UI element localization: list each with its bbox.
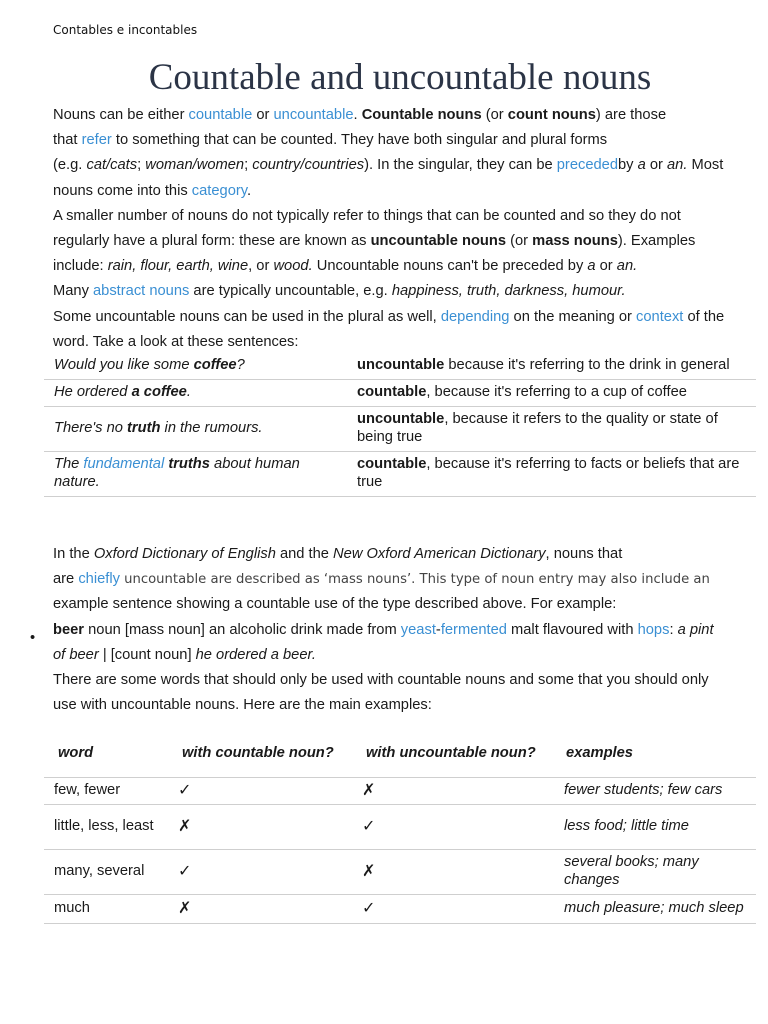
link-refer[interactable]: refer [81, 132, 112, 149]
column-header: with countable noun? [168, 732, 352, 777]
table-row [44, 352, 756, 379]
table-row [44, 777, 756, 804]
word-cell: few, fewer [44, 777, 168, 804]
page-title: Countable and uncountable nouns [148, 57, 652, 98]
paragraph-uncountable: A smaller number of nouns do not typically refer to things that can be counted and so they do not regularly have a plural form: these are known as uncountable nouns (or mass nouns). Examples include: rain, flour, earth, wine, or wood. Uncountable nouns can't be preceded by a or an. [53, 208, 696, 275]
paragraph-main-examples: There are some words that should only be used with countable nouns and some that you should only use with uncountable nouns. Here are the main examples: [53, 672, 709, 714]
uncountable-mark: ✗ [352, 777, 554, 804]
link-hops[interactable]: hops [637, 622, 670, 638]
explanation-cell: uncountable, because it refers to the quality or state of being true [347, 406, 756, 451]
table-row [44, 894, 756, 923]
word-cell: much [44, 894, 168, 923]
sentences-table [44, 352, 756, 497]
table-row [44, 406, 756, 451]
table-header-row [44, 732, 756, 777]
link-preceded[interactable]: preceded [556, 157, 619, 174]
link-yeast[interactable]: yeast [400, 622, 436, 638]
table-row [44, 379, 756, 406]
link-category[interactable]: category [191, 182, 248, 199]
sentence-cell: There's no truth in the rumours. [44, 406, 347, 451]
countable-mark: ✗ [168, 804, 352, 849]
link-fermented[interactable]: fermented [440, 622, 507, 638]
table-row [44, 451, 756, 496]
link-chiefly[interactable]: chiefly [78, 571, 120, 588]
sentence-cell: He ordered a coffee. [44, 379, 347, 406]
paragraph-abstract: Many abstract nouns are typically uncountable, e.g. happiness, truth, darkness, humour. [53, 283, 626, 299]
bullet-marker: • [30, 630, 36, 646]
document-header: Contables e incontables [53, 23, 198, 37]
countable-mark: ✓ [168, 849, 352, 894]
countable-mark: ✗ [168, 894, 352, 923]
table-row [44, 849, 756, 894]
link-fundamental[interactable]: fundamental [83, 456, 165, 472]
sentence-cell: The fundamental truths about human nature. [44, 451, 347, 496]
column-header: word [44, 732, 168, 777]
link-countable[interactable]: countable [188, 107, 253, 123]
bullet-beer-entry: beer noun [mass noun] an alcoholic drink made from yeast-fermented malt flavoured with hops: a pint of beer | [count noun] he ordered a beer. [53, 622, 714, 664]
examples-cell: fewer students; few cars [554, 777, 756, 804]
paragraph-plural: Some uncountable nouns can be used in the plural as well, depending on the meaning or context of the word. Take a look at these sentences: [53, 309, 725, 351]
column-header: with uncountable noun? [352, 732, 554, 777]
link-depending[interactable]: depending [440, 309, 510, 325]
paragraph-dictionary: In the Oxford Dictionary of English and the New Oxford American Dictionary, nouns that are chiefly uncountable are described as ‘mass nouns’. This type of noun entry may also include an example sentence showing a countable use of the type described above. For example: [53, 546, 710, 613]
sentence-cell: Would you like some coffee? [44, 352, 347, 379]
explanation-cell: countable, because it's referring to facts or beliefs that are true [347, 451, 756, 496]
link-abstract-nouns[interactable]: abstract nouns [93, 283, 190, 299]
countable-mark: ✓ [168, 777, 352, 804]
link-context[interactable]: context [636, 309, 684, 325]
word-cell: little, less, least [44, 804, 168, 849]
explanation-cell: countable, because it's referring to a cup of coffee [347, 379, 756, 406]
words-table [44, 732, 756, 924]
uncountable-mark: ✓ [352, 894, 554, 923]
link-uncountable[interactable]: uncountable [273, 107, 354, 123]
explanation-cell: uncountable because it's referring to the drink in general [347, 352, 756, 379]
uncountable-mark: ✓ [352, 804, 554, 849]
examples-cell: much pleasure; much sleep [554, 894, 756, 923]
examples-cell: several books; many changes [554, 849, 756, 894]
word-cell: many, several [44, 849, 168, 894]
paragraph-intro: Nouns can be either countable or uncountable. Countable nouns (or count nouns) are those that refer to something that can be counted. They have both singular and plural forms (e.g. cat/cats; woman/women; country/countries). In the singular, they can be precededby a or an. Most nouns come into this category. [53, 107, 724, 199]
column-header: examples [554, 732, 756, 777]
table-row [44, 804, 756, 849]
examples-cell: less food; little time [554, 804, 756, 849]
uncountable-mark: ✗ [352, 849, 554, 894]
